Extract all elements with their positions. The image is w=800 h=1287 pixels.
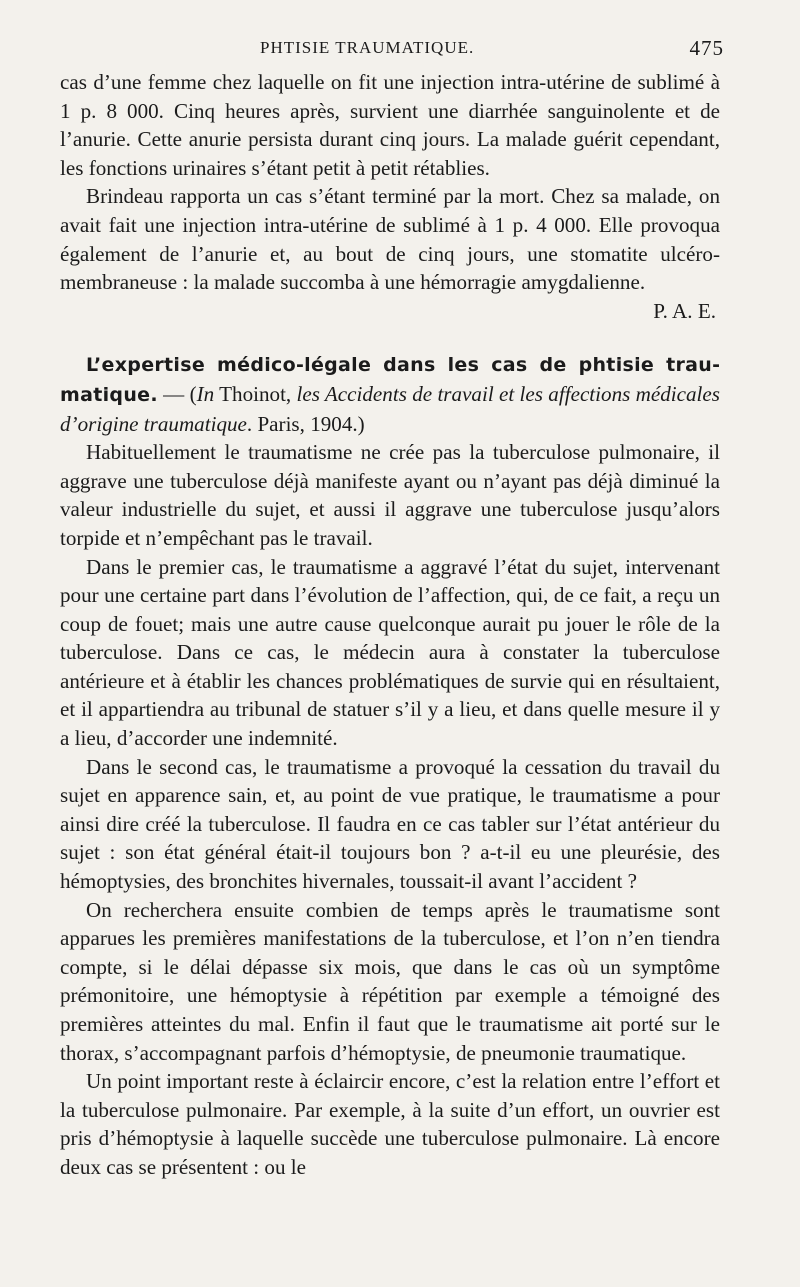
heading-dash: — (	[157, 381, 197, 406]
section-gap	[60, 325, 720, 350]
paragraph-3: Habituellement le traumatisme ne crée pas la tuberculose pulmonaire, il aggrave une tuberculose déjà manifeste ayant ou n’ayant pas déjà diminué la valeur industrielle du sujet, et aussi il aggrave une tuberculose jusqu’alors torpide et n’empêchant pas le travail.	[60, 440, 720, 550]
running-title: PHTISIE TRAUMATIQUE.	[260, 38, 475, 57]
paragraph-1: cas d’une femme chez laquelle on fit une injection intra-utérine de sublimé à 1 p. 8 000. Cinq heures après, survient une diarrhée sanguinolente et de l’anurie. Cette anurie persista durant cinq jours. La malade guérit cependant, les fonctions urinaires s’étant petit à petit rétablies.	[60, 70, 720, 180]
heading-author: Thoinot,	[214, 381, 297, 406]
section-heading	[60, 350, 720, 438]
paragraph-2	[60, 182, 720, 325]
section-heading-title: L’expertise médico-légale dans les cas de phtisie traumatique.	[60, 354, 720, 406]
body-text	[60, 68, 720, 1182]
paragraph-4: Dans le premier cas, le traumatisme a aggravé l’état du sujet, intervenant pour une certaine part dans l’évolution de l’affection, qui, de ce fait, a reçu un coup de fouet; mais une autre cause quelconque aurait pu jouer le rôle de la tuberculose. Dans ce cas, le médecin aura à constater la tuberculose antérieure et à établir les chances problématiques de survie qui en résultaient, et il appartiendra au tribunal de statuer s’il y a lieu, et dans quelle mesure il y a lieu, d’accorder une indemnité.	[60, 554, 720, 751]
signature-initials: P. A. E.	[653, 298, 716, 323]
page-number: 475	[689, 36, 724, 60]
running-header	[60, 34, 724, 68]
paragraph-6: On recherchera ensuite combien de temps après le traumatisme sont apparues les premières manifestations de la tuberculose, et l’on n’en tiendra compte, si le délai dépasse six mois, que dans le cas où un symptôme prémonitoire, une hémoptysie à répétition par exemple a témoigné des premières atteintes du mal. Enfin il faut que le traumatisme ait porté sur le thorax, s’accompagnant parfois d’hémoptysie, de pneumonie traumatique.	[60, 897, 720, 1065]
heading-in: In	[196, 381, 215, 406]
heading-place-date: . Paris, 1904.)	[246, 411, 365, 436]
paragraph-2-text: Brindeau rapporta un cas s’étant terminé par la mort. Chez sa malade, on avait fait une injection intra-utérine de sublimé à 1 p. 4 000. Elle provoqua également de l’anurie et, au bout de cinq jours, une stomatite ulcéro-membraneuse : la malade succomba à une hémorragie amygdalienne.	[60, 184, 720, 295]
paragraph-7: Un point important reste à éclaircir encore, c’est la relation entre l’effort et la tuberculose pulmonaire. Par exemple, à la suite d’un effort, un ouvrier est pris d’hémoptysie à laquelle succède une tuberculose pulmonaire. Là encore deux cas se présentent : ou le	[60, 1069, 720, 1179]
heading-book-title: les Accidents de travail et les affections médicales d’origine traumatique	[60, 381, 720, 436]
paragraph-5: Dans le second cas, le traumatisme a provoqué la cessation du travail du sujet en apparence sain, et, au point de vue pratique, le traumatisme a pour ainsi dire créé la tuberculose. Il faudra en ce cas tabler sur l’état antérieur du sujet : son état général était-il toujours bon ? a-t-il eu une pleurésie, des hémoptysies, des bronchites hivernales, toussait-il avant l’accident ?	[60, 754, 720, 894]
